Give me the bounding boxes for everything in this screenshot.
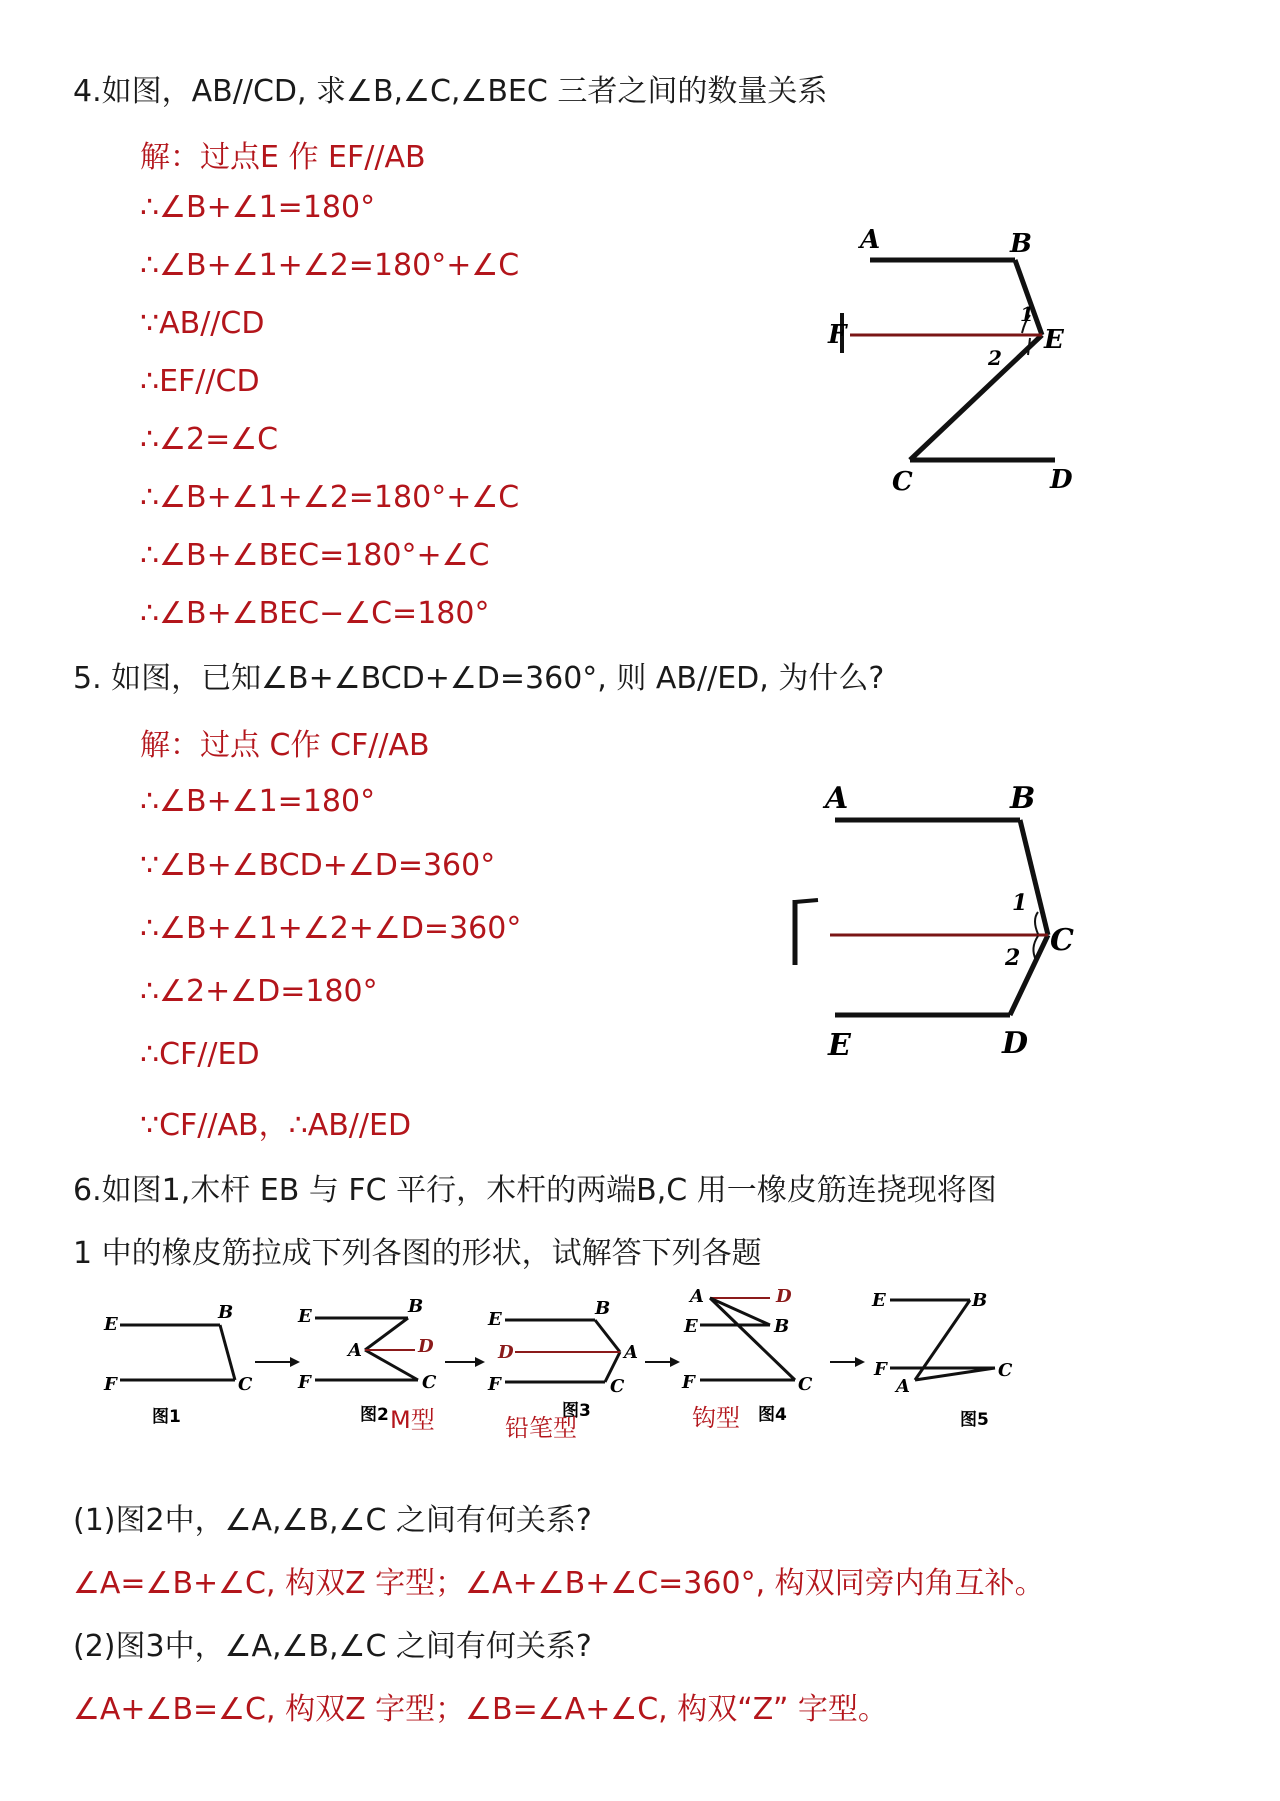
q6-p1-answer: ∠A=∠B+∠C, 构双Z 字型；∠A+∠B+∠C=360°, 构双同旁内角互补。 — [73, 1566, 1045, 1601]
q5-label-2: 2 — [1005, 945, 1021, 971]
q5-step: ∴CF//ED — [140, 1037, 260, 1072]
q6-fig2 — [297, 1296, 437, 1434]
q6-f3-d: D — [498, 1342, 514, 1363]
q6-f5-f: F — [874, 1359, 887, 1380]
q6-fig4 — [681, 1286, 813, 1432]
q6-f1-e: E — [104, 1314, 118, 1335]
q6-f3-f: F — [488, 1374, 501, 1395]
q6-caption-4: 图4 — [758, 1405, 787, 1425]
q5-label-a: A — [825, 781, 849, 816]
q4-step: ∴∠B+∠1+∠2=180°+∠C — [140, 480, 520, 515]
q6-f1-f: F — [104, 1374, 117, 1395]
q4-question: 4.如图，AB//CD, 求∠B,∠C,∠BEC 三者之间的数量关系 — [73, 74, 828, 109]
q6-f5-b: B — [972, 1290, 988, 1311]
q6-f2-b: B — [408, 1296, 424, 1317]
q5-label-b: B — [1010, 781, 1036, 816]
q4-label-a: A — [860, 225, 881, 255]
q5-figure — [780, 770, 1080, 1070]
q4-label-b: B — [1010, 229, 1032, 259]
q4-figure — [820, 215, 1090, 505]
q6-arrow-2-head — [475, 1357, 485, 1367]
q4-label-d: D — [1050, 465, 1073, 495]
q4-label-1: 1 — [1020, 302, 1034, 326]
q5-step: ∵∠B+∠BCD+∠D=360° — [140, 848, 496, 883]
q6-f3-b: B — [595, 1298, 611, 1319]
q4-step: ∴∠B+∠BEC=180°+∠C — [140, 538, 490, 573]
q4-step: 解：过点E 作 EF//AB — [140, 140, 426, 175]
q5-angle-arc — [1035, 912, 1038, 934]
q6-f5-c: C — [998, 1360, 1013, 1381]
q6-f3-a: A — [624, 1342, 638, 1363]
q5-label-c: C — [1050, 923, 1074, 958]
q4-line-ec — [910, 335, 1042, 460]
q4-label-c: C — [892, 467, 913, 497]
q5-line-bc — [1020, 820, 1048, 935]
q6-f2-f: F — [298, 1372, 311, 1393]
q6-f3-c: C — [610, 1376, 625, 1397]
q6-f2-a: A — [348, 1340, 362, 1361]
q4-label-e: E — [1044, 325, 1064, 355]
q5-step: ∴∠B+∠1=180° — [140, 784, 376, 819]
q5-f-bar — [795, 900, 818, 902]
q6-f5-e: E — [872, 1290, 886, 1311]
q6-fig5 — [871, 1290, 1013, 1430]
q6-note-m: M型 — [390, 1406, 435, 1434]
q6-f1-c: C — [238, 1374, 253, 1395]
q6-caption-1: 图1 — [152, 1407, 181, 1427]
q5-question: 5. 如图，已知∠B+∠BCD+∠D=360°, 则 AB//ED, 为什么? — [73, 661, 885, 696]
q6-p2-answer: ∠A+∠B=∠C, 构双Z 字型；∠B=∠A+∠C, 构双“Z” 字型。 — [73, 1692, 888, 1727]
q6-note-hook: 钩型 — [692, 1404, 740, 1432]
q6-fig1 — [103, 1302, 253, 1427]
q6-caption-3: 图3 — [562, 1401, 591, 1421]
q6-f2-d: D — [418, 1336, 434, 1357]
q6-f1-b: B — [218, 1302, 234, 1323]
q6-arrow-1-head — [290, 1357, 300, 1367]
q6-f4-b: B — [774, 1316, 790, 1337]
q5-step: 解：过点 C作 CF//AB — [140, 728, 430, 763]
q6-note-pencil: 铅笔型 — [505, 1414, 577, 1442]
q4-label-2: 2 — [988, 346, 1002, 370]
q6-f4-d: D — [776, 1286, 792, 1307]
q4-step: ∴∠B+∠1+∠2=180°+∠C — [140, 248, 520, 283]
q5-step: ∵CF//AB，∴AB//ED — [140, 1108, 412, 1143]
q5-step: ∴∠B+∠1+∠2+∠D=360° — [140, 911, 522, 946]
q4-step: ∴∠2=∠C — [140, 422, 279, 457]
q4-label-f: F — [828, 320, 847, 350]
q6-arrow-4-head — [855, 1357, 865, 1367]
q6-line2: 1 中的橡皮筋拉成下列各图的形状，试解答下列各题 — [73, 1236, 762, 1271]
q6-f4-a: A — [690, 1286, 704, 1307]
q5-label-1: 1 — [1012, 890, 1028, 916]
q5-label-e: E — [828, 1028, 851, 1063]
q5-label-d: D — [1002, 1026, 1029, 1061]
q6-p1-question: (1)图2中，∠A,∠B,∠C 之间有何关系? — [73, 1503, 592, 1538]
q6-f4-e: E — [684, 1316, 698, 1337]
q6-caption-2: 图2 — [360, 1405, 389, 1425]
q6-f4-c: C — [798, 1374, 813, 1395]
q6-caption-5: 图5 — [960, 1410, 989, 1430]
q6-f2-e: E — [298, 1306, 312, 1327]
q5-step: ∴∠2+∠D=180° — [140, 974, 378, 1009]
q6-f4-f: F — [682, 1372, 695, 1393]
q6-f2-c: C — [422, 1372, 437, 1393]
q4-step: ∴∠B+∠1=180° — [140, 190, 376, 225]
q4-step: ∴∠B+∠BEC−∠C=180° — [140, 596, 490, 631]
q6-figures — [90, 1280, 1050, 1460]
q6-line1: 6.如图1,木杆 EB 与 FC 平行，木杆的两端B,C 用一橡皮筋连挠现将图 — [73, 1173, 997, 1208]
q4-angle-tick — [1028, 338, 1030, 355]
q4-step: ∵AB//CD — [140, 306, 265, 341]
q6-arrow-3-head — [670, 1357, 680, 1367]
q6-fig3 — [487, 1298, 638, 1442]
q6-f5-a: A — [896, 1376, 910, 1397]
q4-step: ∴EF//CD — [140, 364, 260, 399]
q6-f3-e: E — [488, 1309, 502, 1330]
q6-p2-question: (2)图3中，∠A,∠B,∠C 之间有何关系? — [73, 1629, 592, 1664]
